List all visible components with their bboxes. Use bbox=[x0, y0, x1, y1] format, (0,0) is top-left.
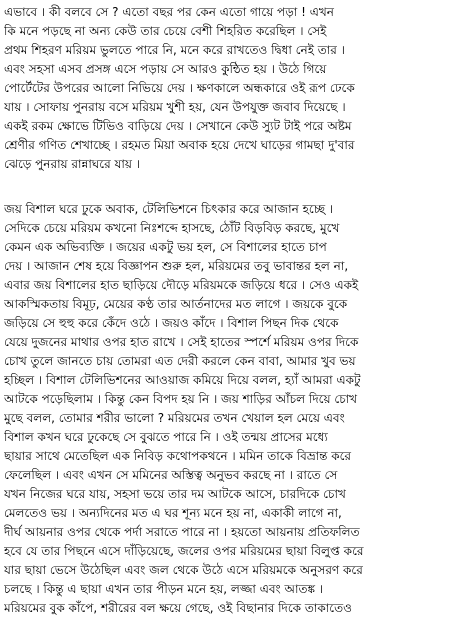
text-line: প্রথম শিহরণ মরিয়ম ভুলতে পারে নি, মনে করে রাখতেও দ্বিধা নেই তার । bbox=[4, 43, 345, 57]
text-line: একই রকম ক্ষোভে টিভিও বাড়িয়ে দেয় । সেখানে কেউ স্যুট টাই পরে অষ্টম bbox=[4, 119, 352, 133]
text-line: এবার জয় বিশালের হাত ছাড়িয়ে দৌড়ে মরিয়মকে জড়িয়ে ধরে । সেও একই bbox=[4, 278, 359, 292]
text-line: মুছে বলল, তোমার শরীর ভালো ? মরিয়মের তখন খেয়াল হল মেয়ে এবং bbox=[4, 411, 345, 425]
text-line: মরিয়মের বুক কাঁপে, শরীরের বল ক্ষয়ে গেছে, ওই বিছানার দিকে তাকাতেও bbox=[4, 601, 352, 615]
text-line: কি মনে পড়ছে না অন্য কেউ তার চেয়ে বেশী শিহরিত করেছিল । সেই bbox=[4, 24, 327, 38]
text-line: যায় । সোফায় পুনরায় বসে মরিয়ম খুশী হয়, যেন উপযুক্ত জবাব দিয়েছে । bbox=[4, 100, 346, 114]
text-line: পোর্টেটের উপরের আলো নিভিয়ে দেয় । ক্ষণকালে অন্ধকারে ওই রূপ ঢেকে bbox=[4, 81, 355, 95]
text-line: শ্রেণীর গণিত শেখাচ্ছে । রহমত মিয়া অবাক হয়ে দেখে ঘাড়ের গামছা দু'বার bbox=[4, 138, 355, 152]
text-line: দেয় । আজান শেষ হয়ে বিজ্ঞাপন শুরু হল, মরিয়মের তবু ভাবান্তর হল না, bbox=[4, 259, 349, 273]
text-line: ফেলেছিল । এবং এখন সে মমিনের অস্তিত্ব অনুভব করছে না । রাতে সে bbox=[4, 468, 338, 482]
text-line: এবং সহসা এসব প্রসঙ্গ এসে পড়ায় সে আরও কুন্ঠিত হয় । উঠে গিয়ে bbox=[4, 62, 327, 76]
text-line: এভাবে । কী বলবে সে ? এতো বছর পর কেন এতো গায়ে পড়া ! এখন bbox=[4, 5, 334, 19]
text-line: জয় বিশাল ঘরে ঢুকে অবাক, টেলিভিশনে চিৎকার করে আজান হচ্ছে । bbox=[4, 202, 334, 216]
text-line: আটকে পড়েছিলাম । কিন্তু কেন বিপদ হয় নি । জয় শাড়ির আঁচল দিয়ে চোখ bbox=[4, 392, 358, 406]
text-line: মেলতেও ভয় । অন্যদিনের মত এ ঘর শূন্য মনে হয় না, একাকী লাগে না, bbox=[4, 506, 342, 520]
text-line: যেয়ে দুজনের মাথার ওপর হাত রাখে । সেই হাতের স্পর্শে মরিয়ম ওপর দিকে bbox=[4, 335, 359, 349]
text-line: যখন নিজের ঘরে যায়, সহসা ভয়ে তার দম আটকে আসে, চারদিকে চোখ bbox=[4, 487, 346, 501]
text-line: জড়িয়ে সে হুহু করে কেঁদে ওঠে । জয়ও কাঁদে । বিশাল পিছন দিক থেকে bbox=[4, 316, 339, 330]
text-line: ঝেড়ে পুনরায় রান্নাঘরে যায় । bbox=[4, 157, 141, 171]
text-line: কেমন এক অভিব্যক্তি । জয়ের একটু ভয় হল, সে বিশালের হাতে চাপ bbox=[4, 240, 327, 254]
text-line: সেদিকে চেয়ে মরিয়ম কখনো নিঃশব্দে হাসছে, ঠোঁট বিড়বিড় করছে, মুখে bbox=[4, 221, 340, 235]
text-line: যার ছায়া ভেসে উঠেছিল এবং জল থেকে উঠে এসে মরিয়মকে অনুসরণ করে bbox=[4, 563, 363, 577]
text-line: চোখ তুলে জানতে চায় তোমরা এত দেরী করলে কেন বাবা, আমার খুব ভয় bbox=[4, 354, 356, 368]
text-line: হচ্ছিল । বিশাল টেলিভিশনের আওয়াজ কমিয়ে দিয়ে বলল, হ্যাঁ আমরা একটু bbox=[4, 373, 361, 387]
text-line: ছায়ার সাথে মেতেছিল এক নিবিড় কথোপকথনে । মমিন তাকে বিভ্রান্ত করে bbox=[4, 449, 352, 463]
text-line: চলছে । কিন্তু এ ছায়া এখন তার পীড়ন মনে হয়, লজ্জা এবং আতঙ্ক । bbox=[4, 582, 324, 596]
text-line: বিশাল কখন ঘরে ঢুকেছে সে বুঝতে পারে নি । ওই তন্ময় প্রাসের মধ্যে bbox=[4, 430, 328, 444]
text-line: আকস্মিকতায় বিমূঢ়, মেয়ের কণ্ঠ তার আর্তনাদের মত লাগে । জয়কে বুকে bbox=[4, 297, 348, 311]
text-line: দীর্ঘ আয়নার ওপর থেকে পর্দা সরাতে পারে না । হয়তো আয়নায় প্রতিফলিত bbox=[4, 525, 360, 539]
text-line: হবে যে তার পিছনে এসে দাঁড়িয়েছে, জলের ওপর মরিয়মের ছায়া বিলুপ্ত করে bbox=[4, 544, 364, 558]
